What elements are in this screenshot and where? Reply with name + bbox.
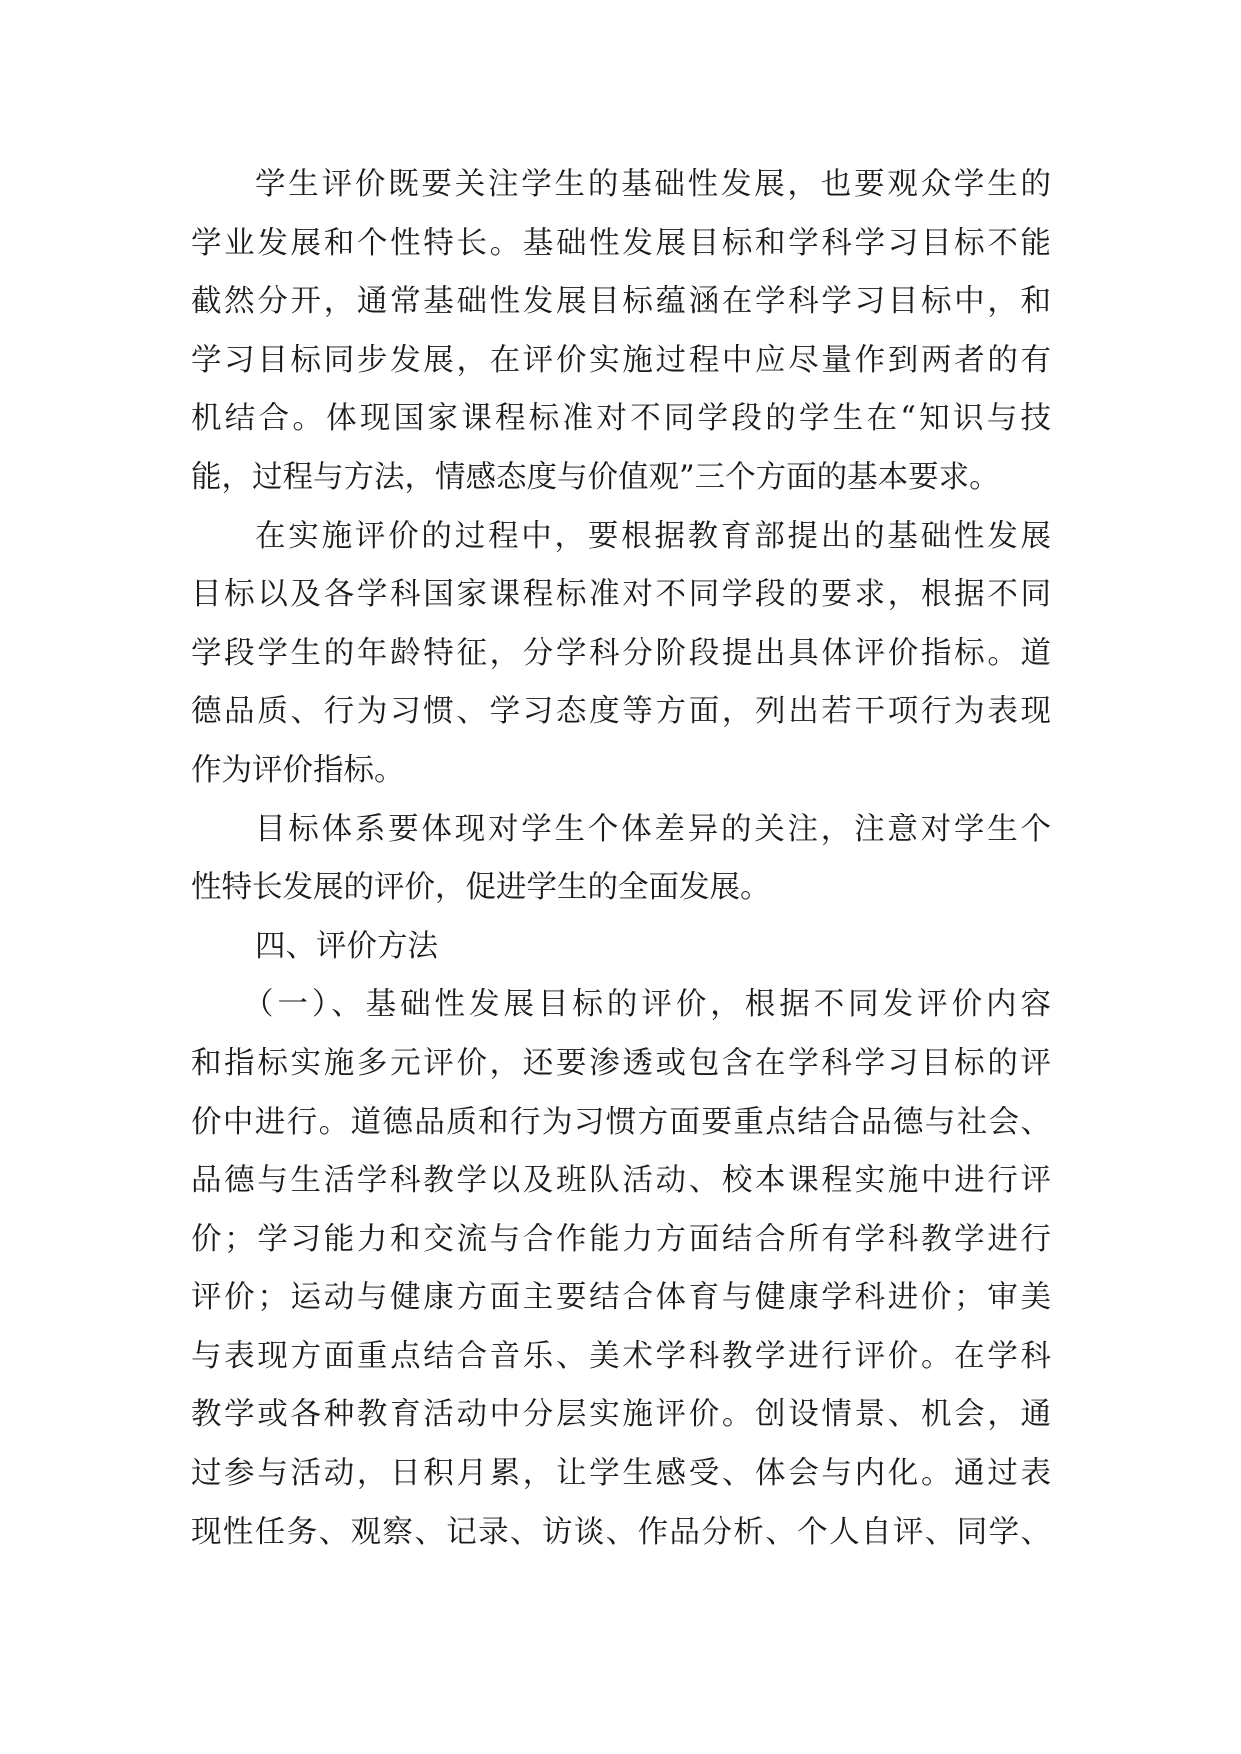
text-line: 过参与活动，日积月累，让学生感受、体会与内化。通过表 [191, 1456, 1051, 1492]
text-line: 截然分开，通常基础性发展目标蕴涵在学科学习目标中，和 [191, 284, 1051, 320]
text-line: 能，过程与方法，情感态度与价值观”三个方面的基本要求。 [191, 459, 1000, 495]
text-line: 教学或各种教育活动中分层实施评价。创设情景、机会，通 [191, 1397, 1051, 1433]
document-body [191, 156, 1051, 1562]
text-line: 评价；运动与健康方面主要结合体育与健康学科进价；审美 [191, 1280, 1051, 1316]
text-line: 学段学生的年龄特征，分学科分阶段提出具体评价指标。道 [191, 635, 1051, 671]
text-line: 机结合。体现国家课程标准对不同学段的学生在“知识与技 [191, 401, 1051, 437]
text-line: 在实施评价的过程中，要根据教育部提出的基础性发展 [255, 518, 1051, 554]
text-line: 德品质、行为习惯、学习态度等方面，列出若干项行为表现 [191, 694, 1051, 730]
text-line: 和指标实施多元评价，还要渗透或包含在学科学习目标的评 [191, 1045, 1051, 1081]
paragraph-target-system [191, 801, 1051, 918]
text-line: 四、评价方法 [255, 928, 438, 964]
paragraph-implementation [191, 508, 1051, 801]
section-heading-evaluation-methods [191, 918, 1051, 977]
text-line: 学业发展和个性特长。基础性发展目标和学科学习目标不能 [191, 225, 1051, 261]
text-line: 价中进行。道德品质和行为习惯方面要重点结合品德与社会、 [191, 1104, 1051, 1140]
text-line: 学生评价既要关注学生的基础性发展，也要观众学生的 [255, 167, 1051, 202]
text-line: 价；学习能力和交流与合作能力方面结合所有学科教学进行 [191, 1221, 1051, 1257]
text-line: 性特长发展的评价，促进学生的全面发展。 [191, 870, 771, 906]
text-line: （一）、基础性发展目标的评价，根据不同发评价内容 [243, 987, 1051, 1023]
text-line: 目标体系要体现对学生个体差异的关注，注意对学生个 [255, 811, 1051, 847]
text-line: 品德与生活学科教学以及班队活动、校本课程实施中进行评 [191, 1163, 1051, 1199]
text-line: 与表现方面重点结合音乐、美术学科教学进行评价。在学科 [191, 1338, 1051, 1374]
paragraph-basic-development-evaluation [191, 976, 1051, 1562]
text-line: 现性任务、观察、记录、访谈、作品分析、个人自评、同学、 [191, 1514, 1051, 1550]
paragraph-student-evaluation [191, 156, 1051, 508]
text-line: 学习目标同步发展，在评价实施过程中应尽量作到两者的有 [191, 342, 1051, 378]
text-line: 作为评价指标。 [191, 752, 405, 788]
text-line: 目标以及各学科国家课程标准对不同学段的要求，根据不同 [191, 577, 1051, 613]
